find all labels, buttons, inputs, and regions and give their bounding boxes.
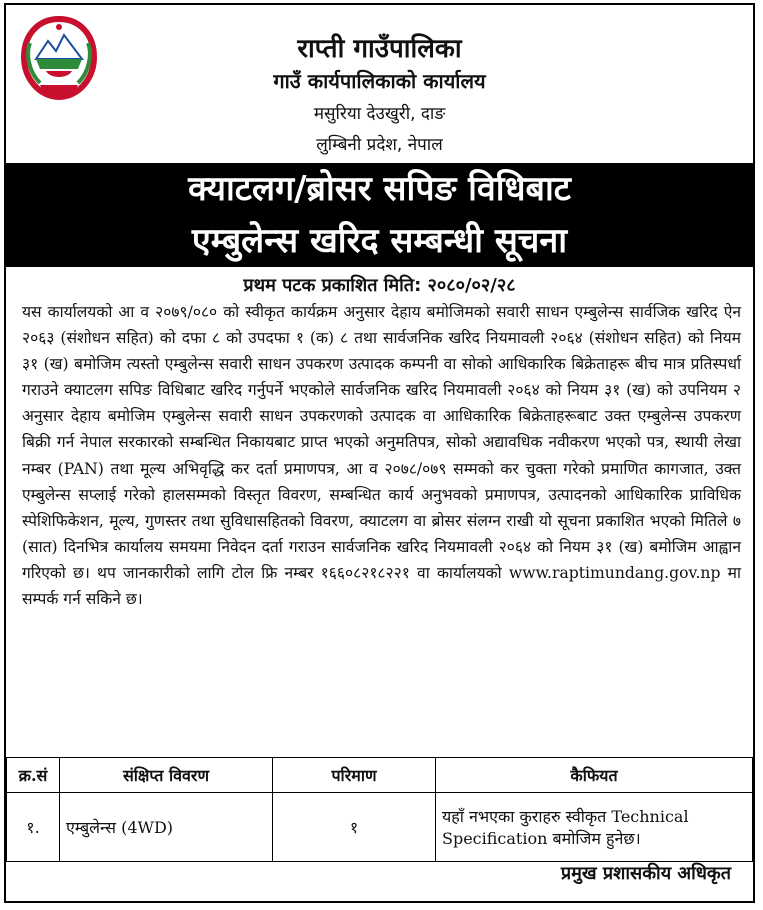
signature-designation: प्रमुख प्रशासकीय अधिकृत <box>560 863 731 884</box>
cell-quantity: १ <box>273 793 436 862</box>
cell-serial: १. <box>7 793 60 862</box>
office-subtitle: गाउँ कार्यपालिकाको कार्यालय <box>273 69 486 93</box>
office-name: राप्ती गाउँपालिका <box>297 34 462 64</box>
col-description: संक्षिप्त विवरण <box>60 758 273 793</box>
published-date: प्रथम पटक प्रकाशित मिति: २०८०/०२/२८ <box>243 275 516 296</box>
title-line-1: क्याटलग/ब्रोसर सपिङ विधिबाट <box>188 169 571 209</box>
col-serial: क्र.सं <box>7 758 60 793</box>
title-banner <box>6 163 753 267</box>
cell-remarks: यहाँ नभएका कुराहरु स्वीकृत Technical Specification बमोजिम हुनेछ। <box>436 793 753 862</box>
title-line-2: एम्बुलेन्स खरिद सम्बन्धी सूचना <box>191 221 568 261</box>
items-table <box>6 757 753 862</box>
cell-description: एम्बुलेन्स (4WD) <box>60 793 273 862</box>
address-line-1: मसुरिया देउखुरी, दाङ <box>313 104 446 124</box>
notice-body: यस कार्यालयको आ व २०७९/०८० को स्वीकृत कार्यक्रम अनुसार देहाय बमोजिमको सवारी साधन एम्बुलेन्स सार्वजिक खरिद ऐन २०६३ (संशोधन सहित) को दफा ८ को उपदफा १ (क) ८ तथा सार्वजनिक खरिद नियमावली २०६४ (संशोधन सहित) को नियम ३१ (ख) बमोजिम त्यस्तो एम्बुलेन्स सवारी साधन उपकरण उत्पादक कम्पनी वा सोको आधिकारिक बिक्रेताहरू बीच मात्र प्रतिस्पर्धा गराउने क्याटलग सपिङ विधिबाट खरिद गर्नुपर्ने भएकोले सार्वजनिक खरिद नियमावली २०६४ को नियम ३१ (ख) को उपनियम २ अनुसार देहाय बमोजिम एम्बुलेन्स सवारी साधन उपकरणको उत्पादक वा आधिकारिक बिक्रेताहरूबाट उक्त एम्बुलेन्स उपकरण बिक्री गर्न नेपाल सरकारको सम्बन्धित निकायबाट प्राप्त भएको अनुमतिपत्र, सोको अद्यावधिक नवीकरण भएको पत्र, स्थायी लेखा नम्बर (PAN) तथा मूल्य अभिवृद्धि कर दर्ता प्रमाणपत्र, आ व २०७८/०७९ सम्मको कर चुक्ता गरेको प्रमाणित कागजात, उक्त एम्बुलेन्स सप्लाई गरेको हालसम्मको विस्तृत विवरण, सम्बन्धित कार्य अनुभवको प्रमाणपत्र, उत्पादनको आधिकारिक प्राविधिक स्पेशिफिकेशन, मूल्य, गुणस्तर तथा सुविधासहितको विवरण, क्याटलग वा ब्रोसर संलग्न राखी यो सूचना प्रकाशित भएको मितिले ७ (सात) दिनभित्र कार्यालय समयमा निवेदन दर्ता गराउन सार्वजनिक खरिद नियमावली २०६४ को नियम ३१ (ख) बमोजिम आह्वान गरिएको छ। थप जानकारीको लागि टोल फ्रि नम्बर १६६०८२१८२२१ वा कार्यालयको www.raptimundang.gov.np मा सम्पर्क गर्न सकिने छ। <box>22 303 741 609</box>
address-line-2: लुम्बिनी प्रदेश, नेपाल <box>316 135 443 155</box>
col-remarks: कैफियत <box>436 758 753 793</box>
table-row <box>7 793 753 862</box>
notice <box>4 3 755 903</box>
table-header-row <box>7 758 753 793</box>
col-quantity: परिमाण <box>273 758 436 793</box>
